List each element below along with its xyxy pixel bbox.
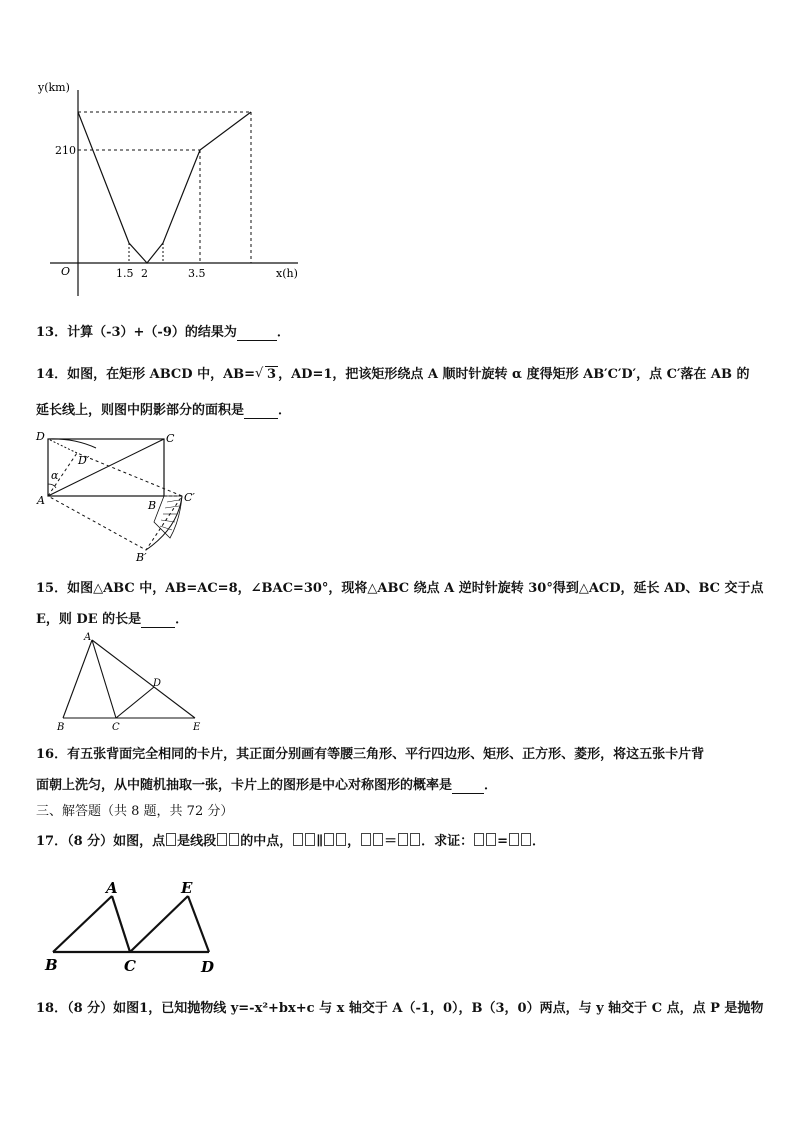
label-D: D [153,678,162,689]
question-13 [36,321,290,341]
q13-end: ． [276,325,290,340]
label-alpha: α [51,469,59,482]
rotated-rectangle-figure [34,428,204,568]
label-Cp: C′ [184,491,195,504]
label-E: E [181,879,193,897]
segment-AB [63,640,92,718]
label-D: D [201,958,215,976]
arc-DDp [48,439,96,448]
missing-glyph-icon [373,833,383,846]
question-18 [36,997,763,1016]
q17-c: 的中点， [240,834,293,849]
label-E: E [193,722,201,733]
missing-glyph-icon [361,833,371,846]
label-C: C [112,722,120,733]
label-B: B [45,956,58,974]
missing-glyph-icon [398,833,408,846]
missing-glyph-icon [486,833,496,846]
label-C: C [124,957,136,975]
question-14-line2 [36,399,291,419]
q18-text: 18．（8 分）如图1，已知抛物线 y=-x²+bx+c 与 x 轴交于 A（-1，0），B（3，0）两点，与 y 轴交于 C 点，点 P 是抛物 [36,1001,764,1016]
missing-glyph-icon [336,833,346,846]
section-title: 三、解答题（共 8 题，共 72 分） [36,804,234,819]
question-17 [36,830,545,849]
answer-blank [237,325,277,341]
graph-line [78,112,251,263]
q15-line1: 15．如图△ABC 中，AB=AC=8，∠BAC=30°，现将△ABC 绕点 A 逆时针旋转 30°得到△ACD，延长 AD、BC 交于点 [36,581,764,596]
missing-glyph-icon [305,833,315,846]
triangle-rotation-figure [50,630,210,736]
x-tick-3.5: 3.5 [188,267,206,280]
two-triangles-figure [40,876,230,976]
q15-end: ． [175,612,189,627]
label-D: D [36,430,45,443]
label-A: A [106,879,118,897]
question-16-line2 [36,774,497,794]
sqrt-radicand: 3 [267,367,277,382]
alpha-arc [48,484,56,488]
label-B: B [57,722,65,733]
missing-glyph-icon [324,833,334,846]
missing-glyph-icon [229,833,239,846]
q17-h: = [497,834,509,849]
q14-end: ． [278,403,292,418]
answer-blank [244,403,278,419]
q17-a: 17．（8 分）如图，点 [36,834,166,849]
q16-line2: 面朝上洗匀，从中随机抽取一张，卡片上的图形是中心对称图形的概率是 [36,778,453,793]
q17-b: 是线段 [177,834,217,849]
shaded-region [154,496,182,538]
question-15-line1 [36,577,764,596]
y-tick-210: 210 [55,144,76,157]
label-C: C [166,432,175,445]
segment-AC [92,640,116,718]
x-tick-2: 2 [141,267,148,280]
missing-glyph-icon [217,833,227,846]
q14-line2: 延长线上，则图中阴影部分的面积是 [36,403,245,418]
x-axis-label: x(h) [276,267,298,280]
origin-label: O [61,265,71,278]
label-Dp: D′ [78,454,90,467]
q16-end: ． [484,778,498,793]
q17-i: ． [532,834,546,849]
segment-ED [188,896,209,952]
segment-AE [92,640,195,718]
missing-glyph-icon [521,833,531,846]
answer-blank [452,778,484,794]
question-14-line1 [36,363,750,382]
missing-glyph-icon [166,833,176,846]
segment-AC [112,896,130,952]
q17-e: ， [347,834,361,849]
q16-line1: 16．有五张背面完全相同的卡片，其正面分别画有等腰三角形、平行四边形、矩形、正方形、菱形，将这五张卡片背 [36,747,705,762]
question-15-line2 [36,608,188,628]
answer-blank [141,612,175,628]
segment-CD [116,687,154,718]
q17-g: ．求证： [421,834,474,849]
q13-text: 13．计算（-3）+（-9）的结果为 [36,325,237,340]
missing-glyph-icon [509,833,519,846]
label-Bp: B′ [136,551,147,564]
distance-time-graph [30,78,320,303]
sqrt-symbol: √ 3 [255,366,277,382]
label-A: A [84,632,92,643]
y-axis-label: y(km) [38,81,70,94]
q14-line1-b: ，AD=1，把该矩形绕点 A 顺时针旋转 α 度得矩形 AB′C′D′，点 C′落在 AB 的 [278,367,750,382]
missing-glyph-icon [474,833,484,846]
q15-line2: E，则 DE 的长是 [36,612,142,627]
label-A: A [37,494,45,507]
question-16-line1 [36,743,704,762]
segment-EC [130,896,188,952]
q14-line1-a: 14．如图，在矩形 ABCD 中，AB= [36,367,256,382]
x-tick-1.5: 1.5 [116,267,134,280]
segment-AB [53,896,112,952]
missing-glyph-icon [410,833,420,846]
label-B: B [148,499,157,512]
missing-glyph-icon [293,833,303,846]
q17-f: ＝ [384,834,398,849]
q17-d: ∥ [316,834,324,849]
